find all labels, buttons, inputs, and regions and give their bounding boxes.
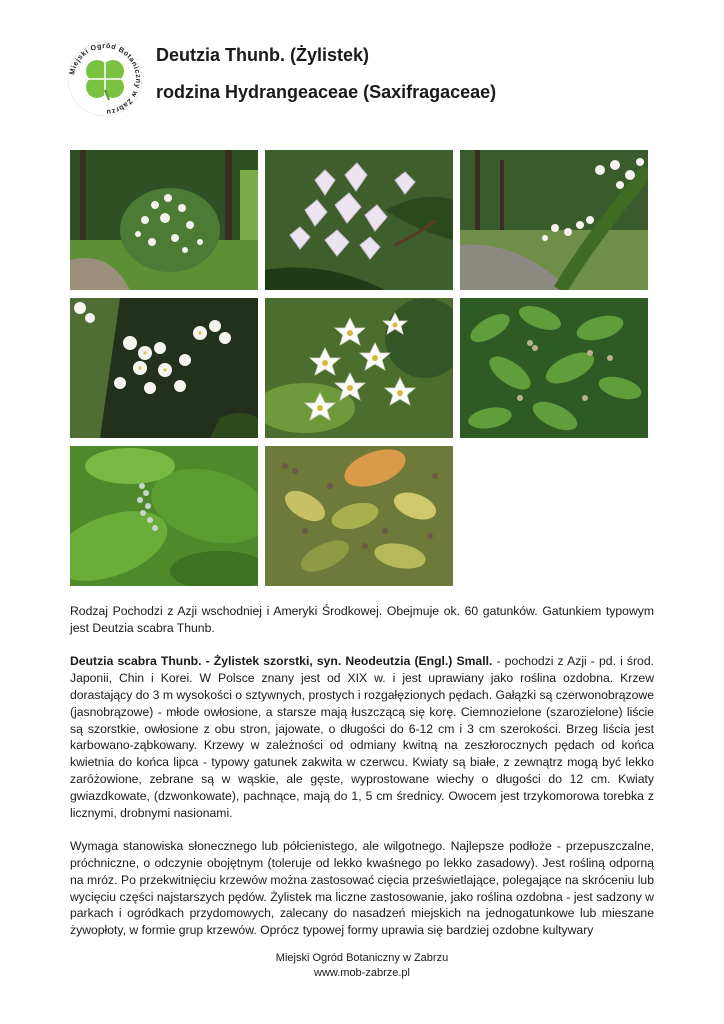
photo-white-clusters bbox=[70, 298, 258, 438]
photo-white-star-flowers bbox=[265, 298, 453, 438]
logo-text: Miejski Ogród Botaniczny w Zabrzu bbox=[67, 40, 144, 118]
garden-logo bbox=[66, 40, 144, 118]
species-paragraph bbox=[70, 653, 654, 821]
page-title: Deutzia Thunb. (Żylistek) bbox=[156, 45, 370, 65]
photo-green-foliage bbox=[460, 298, 648, 438]
photo-gallery bbox=[70, 150, 650, 590]
photo-leaves-with-buds bbox=[70, 446, 258, 586]
cultivation-paragraph: Wymaga stanowiska słonecznego lub półcienistego, ale wilgotnego. Najlepsze podłoże - przepuszczalne, próchniczne, o odczynie obojętnym (toleruje od lekko kwaśnego po lekko zasadowy). Jest rośliną odporną na mróz. Po przekwitnięciu krzewów można zastosować cięcia prześwietlające, polegające na skróceniu lub wycięciu części najstarszych pędów. Żylistek ma liczne zastosowanie, jako roślina ozdobna - jest sadzony w parkach i ogródkach przydomowych, zalecany do nasadzeń miejskich na jednogatunkowe lub mieszane żywopłoty, w formie grup krzewów. Oprócz typowej formy uprawia się bardziej ozdobne kultywary bbox=[70, 839, 654, 938]
page-footer bbox=[0, 951, 724, 981]
species-heading: Deutzia scabra Thunb. - Żylistek szorstki, syn. Neodeutzia (Engl.) Small. bbox=[70, 654, 493, 669]
footer-website: www.mob-zabrze.pl bbox=[314, 967, 410, 979]
species-description: - pochodzi z Azji - pd. i środ. Japonii, Chin i Korei. W Polsce znany jest od XIX w. i jest uprawiany jako roślina ozdobna. Krzew dorastający do 3 m wysokości o sztywnych, prostych i rozgałęzionych pędach. Gałązki są czerwonobrązowe (jasnobrązowe) - młode owłosione, a starsze mają łuszczącą się korę. Ciemnozielone (szarozielone) liście są szorstkie, owłosione z obu stron, jajowate, o długości do 6-12 cm i 3 cm szerokości. Brzeg liścia jest karbowano-ząbkowany. Krzewy w zależności od odmiany kwitną na zeszłorocznych pędach od końca kwietnia do końca lipca - typowy gatunek zakwita w czerwcu. Kwiaty są białe, z zewnątrz mogą być lekko zaróżowione, zebrane są w wąskie, ale gęste, wyprostowane wiechy o długości do 12 cm. Kwiaty gwiazdkowate, (dzwonkowate), pachnące, mają do 1, 5 cm średnicy. Owocem jest trzykomorowa torebka z licznymi, drobnymi nasionami. bbox=[70, 654, 654, 820]
intro-paragraph: Rodzaj Pochodzi z Azji wschodniej i Ameryki Środkowej. Obejmuje ok. 60 gatunków. Gatunkiem typowym jest Deutzia scabra Thunb. bbox=[70, 604, 654, 635]
footer-organization: Miejski Ogród Botaniczny w Zabrzu bbox=[275, 952, 449, 964]
photo-pink-flowers bbox=[265, 150, 453, 290]
photo-park-path bbox=[460, 150, 648, 290]
article-body bbox=[70, 603, 654, 956]
photo-autumn-leaves bbox=[265, 446, 453, 586]
family-subtitle: rodzina Hydrangeaceae (Saxifragaceae) bbox=[156, 82, 497, 102]
page-header bbox=[66, 40, 666, 120]
photo-flowering-shrub bbox=[70, 150, 258, 290]
clover-icon bbox=[86, 60, 124, 100]
